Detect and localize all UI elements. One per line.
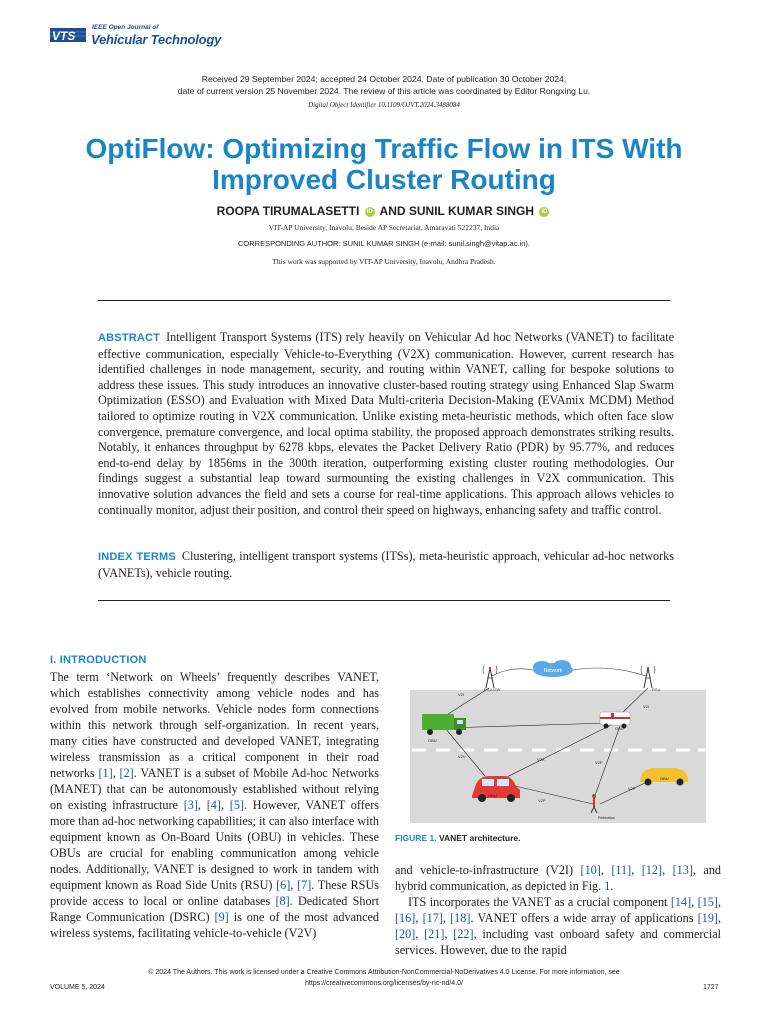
license-line-1: © 2024 The Authors. This work is licensed under a Creative Commons Attribution-NonCommercial-NoDerivatives 4.0 License. For more information, see <box>148 969 620 976</box>
abstract-label: ABSTRACT <box>98 332 161 344</box>
citation-link[interactable]: [21] <box>424 927 445 941</box>
citation-link[interactable]: [17] <box>422 911 443 925</box>
citation-link[interactable]: [4] <box>206 798 221 812</box>
text-run: , <box>442 911 451 925</box>
citation-link[interactable]: [20] <box>395 927 416 941</box>
text-run: , <box>220 798 230 812</box>
corresponding-author: CORRESPONDING AUTHOR: SUNIL KUMAR SINGH (e-mail: sunil.singh@vitap.ac.in). <box>238 239 530 248</box>
abstract <box>98 330 674 518</box>
obu-label: OBU <box>615 726 624 731</box>
citation-link[interactable]: [1] <box>98 766 113 780</box>
figure-caption <box>395 833 521 843</box>
citation-link[interactable]: [7] <box>297 878 312 892</box>
section-heading: I. INTRODUCTION <box>50 654 147 666</box>
citation-link[interactable]: [3] <box>183 798 198 812</box>
paragraph <box>395 894 721 958</box>
v2v-label: V2V <box>458 754 466 759</box>
text-run: , <box>197 798 207 812</box>
author-1: ROOPA TIRUMALASETTI <box>216 204 360 218</box>
citation-link[interactable]: [6] <box>276 878 291 892</box>
text-run: . <box>610 879 614 893</box>
abstract-text: Intelligent Transport Systems (ITS) rely heavily on Vehicular Ad hoc Networks (VANET) to facilitate effective communication, especially Vehicle-to-Everything (V2X) communication. However, current research has identified challenges in node management, security, and routing within VANET, calling for bespoke solutions to address these issues. This study introduces an innovative cluster-based routing strategy using Enhanced Slap Swarm Optimization (ESSO) and Evaluation with Mixed Data Multi-criteria Decision-Making (EVAmix MCDM) Method tailored to optimize routing in V2X communication. Unlike existing meta-heuristic methods, which often face slow convergence, premature convergence, and local optima stability, the proposed approach demonstrates striking results. Notably, it enhances throughput by 6278 kbps, elevates the Packet Delivery Ratio (PDR) by 95.77%, and reduces end-to-end delay by 1856ms in the 300th iteration, outperforming existing cluster routing methodologies. Our findings suggest a substantial leap toward surmounting the existing challenges in V2X communication. This innovative solution advances the field and sets a course for real-time applications. This approach allows vehicles to continually monitor, adjust their position, and control their speed on highways, enhancing safety and traffic control. <box>98 330 674 517</box>
page-number: 1727 <box>703 984 719 991</box>
text-run: , and hybrid communication, as depicted in Fig. <box>395 863 722 893</box>
paper-title <box>40 133 728 195</box>
text-run: The term ‘Network on Wheels’ frequently describes VANET, which establishes connectivity among vehicle nodes and has evolved from mobile networks. Vehicle nodes form connections within this network through self-organization. In recent years, many cities have constructed and developed VANET, integrating wireless transmission as a critical component in their road networks <box>50 670 379 780</box>
funding-note: This work was supported by VIT-AP University, Inavolu, Andhra Pradesh. <box>272 257 496 266</box>
volume-info: VOLUME 5, 2024 <box>50 984 105 991</box>
index-terms <box>98 549 674 581</box>
intro-text <box>50 669 379 941</box>
journal-name: Vehicular Technology <box>91 32 222 47</box>
author-2: AND SUNIL KUMAR SINGH <box>379 204 534 218</box>
text-run: , <box>691 895 698 909</box>
text-run: . However, VANET offers more than ad-hoc networking capabilities; it can also interface with equipment known as On-Board Units (OBU) in vehicles. These OBUs are crucial for enabling communication among vehicle nodes. Additionally, VANET is designed to work in tandem with equipment known as Road Side Units (RSU) <box>50 798 380 892</box>
figure-label: FIGURE 1. <box>395 833 437 843</box>
obu-label: OBU <box>488 793 497 798</box>
citation-link[interactable]: [2] <box>119 766 134 780</box>
text-run: is one of the most advanced wireless systems, facilitating vehicle-to-vehicle (V2V) <box>50 910 379 940</box>
license-notice <box>100 967 668 989</box>
citation-link[interactable]: [5] <box>229 798 244 812</box>
text-run: , <box>290 878 298 892</box>
text-run: . VANET offers a wide array of applications <box>470 911 698 925</box>
citation-link[interactable]: [19] <box>697 911 718 925</box>
author-list <box>100 204 668 218</box>
vanet-architecture-figure <box>410 658 706 823</box>
index-terms-text: Clustering, intelligent transport systems (ITSs), meta-heuristic approach, vehicular ad-hoc networks (VANETs), vehicle routing. <box>98 549 675 580</box>
vts-logo <box>50 24 86 46</box>
citation-link[interactable]: [15] <box>697 895 718 909</box>
text-run: , <box>631 863 642 877</box>
rsu-gw-label: RSU/GW <box>484 687 501 692</box>
text-run: . VANET is a subset of Mobile Ad-hoc Networks (MANET) that can be autonomously established without relying on existing infrastructure <box>50 766 379 812</box>
network-label: Network <box>543 668 563 674</box>
v2p-label: V2P <box>628 786 636 791</box>
text-run: , including vast onboard safety and commercial services. However, due to the rapid <box>395 927 722 957</box>
license-url[interactable]: https://creativecommons.org/licenses/by-nc-nd/4.0/ <box>305 980 463 987</box>
obu-label: OBU <box>660 776 669 781</box>
text-run: , <box>717 911 722 925</box>
text-run: , <box>415 927 425 941</box>
doi: Digital Object Identifier 10.1109/OJVT.2024.3488084 <box>308 101 460 109</box>
v2x-label: V2X <box>537 757 545 762</box>
text-run: and vehicle-to-infrastructure (V2I) <box>395 863 581 877</box>
divider <box>98 600 670 601</box>
affiliation: VIT-AP University, Inavolu, Beside AP Secretariat, Amaravati 522237, India <box>268 223 500 232</box>
index-terms-label: INDEX TERMS <box>98 551 176 563</box>
received-line-2: date of current version 25 November 2024. The review of this article was coordinated by Editor Rongxing Lu. <box>177 86 591 96</box>
figure-link[interactable]: 1 <box>604 879 611 893</box>
citation-link[interactable]: [16] <box>395 911 416 925</box>
orcid-icon[interactable]: iD <box>366 209 373 215</box>
obu-label: OBU <box>428 738 437 743</box>
received-line-1: Received 29 September 2024; accepted 24 October 2024. Date of publication 30 October 2024; <box>201 74 567 84</box>
figure-caption-text: VANET architecture. <box>438 833 521 843</box>
citation-link[interactable]: [8] <box>275 894 290 908</box>
pedestrian-label: Pedestrian <box>598 816 615 820</box>
text-run: , <box>662 863 673 877</box>
v2i-label: V2I <box>458 692 465 697</box>
v2p-label: V2P <box>538 798 546 803</box>
citation-link[interactable]: [9] <box>214 910 229 924</box>
citation-link[interactable]: [11] <box>611 863 632 877</box>
rsu-label: RSU <box>652 687 661 692</box>
citation-link[interactable]: [22] <box>453 927 474 941</box>
text-run: . Dedicated Short Range Communication (DSRC) <box>50 894 379 924</box>
v2i-label: V2I <box>643 704 650 709</box>
text-run: , <box>112 766 120 780</box>
title-line-2: Improved Cluster Routing <box>212 164 556 195</box>
paragraph <box>395 862 721 894</box>
text-run: ITS incorporates the VANET as a crucial component <box>408 895 671 909</box>
svg-text:VTS: VTS <box>52 29 76 43</box>
right-column-text <box>395 862 721 958</box>
text-run: , <box>600 863 612 877</box>
orcid-icon[interactable]: iD <box>541 209 548 215</box>
title-line-1: OptiFlow: Optimizing Traffic Flow in ITS With <box>85 133 683 164</box>
text-run: , <box>717 895 721 909</box>
citation-link[interactable]: [12] <box>641 863 663 877</box>
citation-link[interactable]: [10] <box>580 863 601 877</box>
divider <box>98 300 670 301</box>
v2p-label: V2P <box>595 760 603 765</box>
citation-link[interactable]: [14] <box>670 895 692 909</box>
citation-link[interactable]: [18] <box>450 911 471 925</box>
text-run: , <box>415 911 423 925</box>
journal-subtitle: IEEE Open Journal of <box>92 24 159 31</box>
text-run: . These RSUs provide access to local or online databases <box>50 878 379 908</box>
text-run: , <box>444 927 454 941</box>
citation-link[interactable]: [13] <box>672 863 693 877</box>
received-dates <box>100 73 668 97</box>
